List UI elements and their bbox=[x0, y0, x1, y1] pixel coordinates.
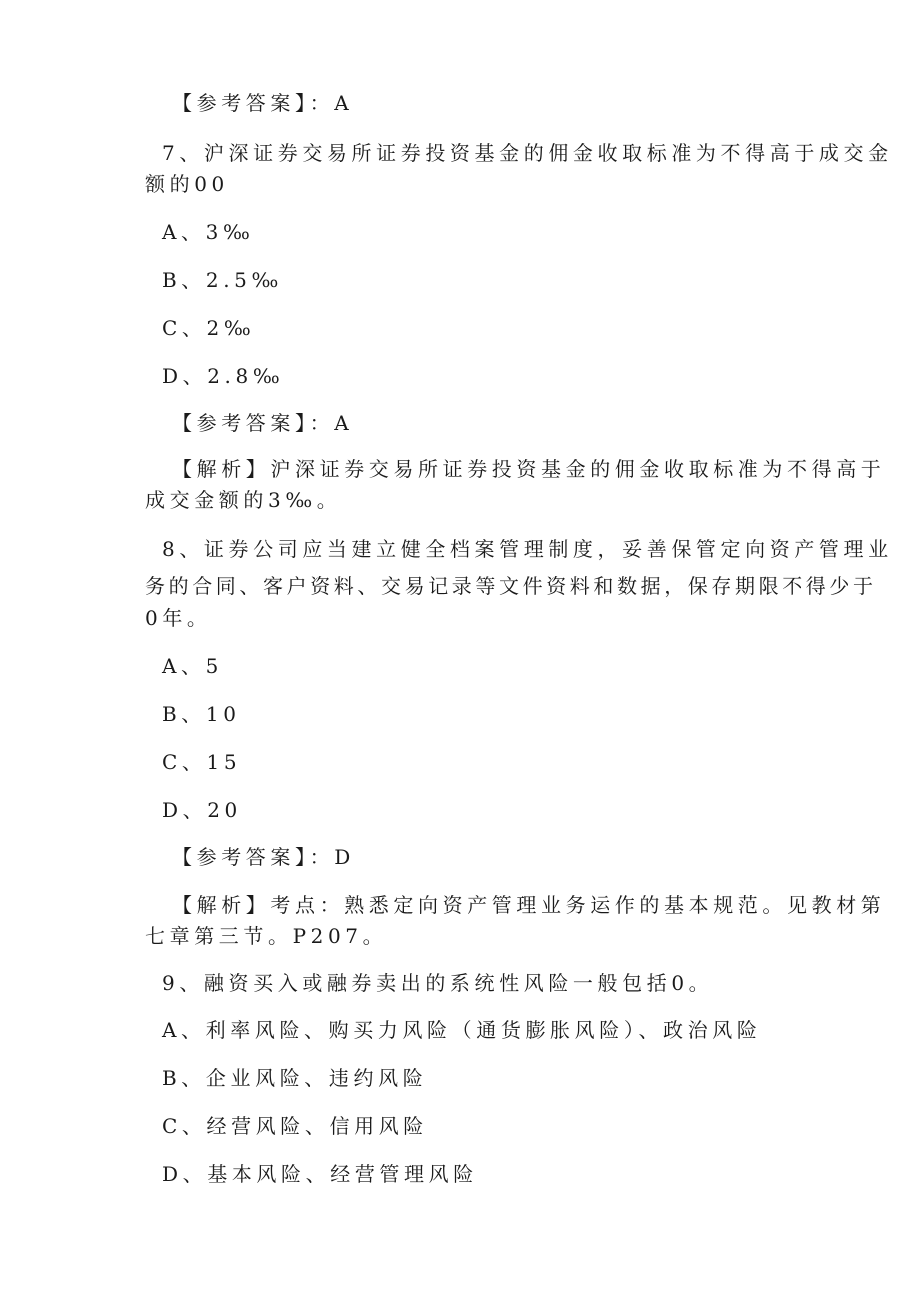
question-8-line-3: 0年。 bbox=[145, 606, 212, 630]
reference-answer: 【参考答案】：D bbox=[172, 845, 355, 869]
option-d: D、2.8‰ bbox=[162, 364, 285, 388]
option-a: A、5 bbox=[162, 654, 223, 678]
reference-answer: 【参考答案】：A bbox=[172, 91, 354, 115]
option-c: C、15 bbox=[162, 750, 242, 774]
option-d: D、基本风险、经营管理风险 bbox=[162, 1162, 478, 1186]
reference-answer: 【参考答案】：A bbox=[172, 411, 354, 435]
option-b: B、2.5‰ bbox=[162, 268, 283, 292]
analysis-line-2: 七章第三节。P207。 bbox=[145, 924, 388, 948]
option-b: B、企业风险、违约风险 bbox=[162, 1066, 428, 1090]
question-9: 9、融资买入或融券卖出的系统性风险一般包括0。 bbox=[162, 971, 714, 995]
option-d: D、20 bbox=[162, 798, 242, 822]
analysis-line-1: 【解析】考点：熟悉定向资产管理业务运作的基本规范。见教材第 bbox=[172, 893, 886, 917]
analysis-line-1: 【解析】沪深证券交易所证券投资基金的佣金收取标准为不得高于 bbox=[172, 457, 886, 481]
question-7-line-1: 7、沪深证券交易所证券投资基金的佣金收取标准为不得高于成交金 bbox=[162, 141, 893, 165]
option-c: C、经营风险、信用风险 bbox=[162, 1114, 428, 1138]
question-8-line-2: 务的合同、客户资料、交易记录等文件资料和数据，保存期限不得少于 bbox=[145, 574, 877, 598]
option-b: B、10 bbox=[162, 702, 241, 726]
option-a: A、利率风险、购买力风险（通货膨胀风险）、政治风险 bbox=[162, 1018, 762, 1042]
question-8-line-1: 8、证券公司应当建立健全档案管理制度，妥善保管定向资产管理业 bbox=[162, 537, 893, 561]
option-a: A、3‰ bbox=[162, 220, 255, 244]
analysis-line-2: 成交金额的3‰。 bbox=[145, 488, 342, 512]
option-c: C、2‰ bbox=[162, 316, 256, 340]
question-7-line-2: 额的00 bbox=[145, 172, 229, 196]
